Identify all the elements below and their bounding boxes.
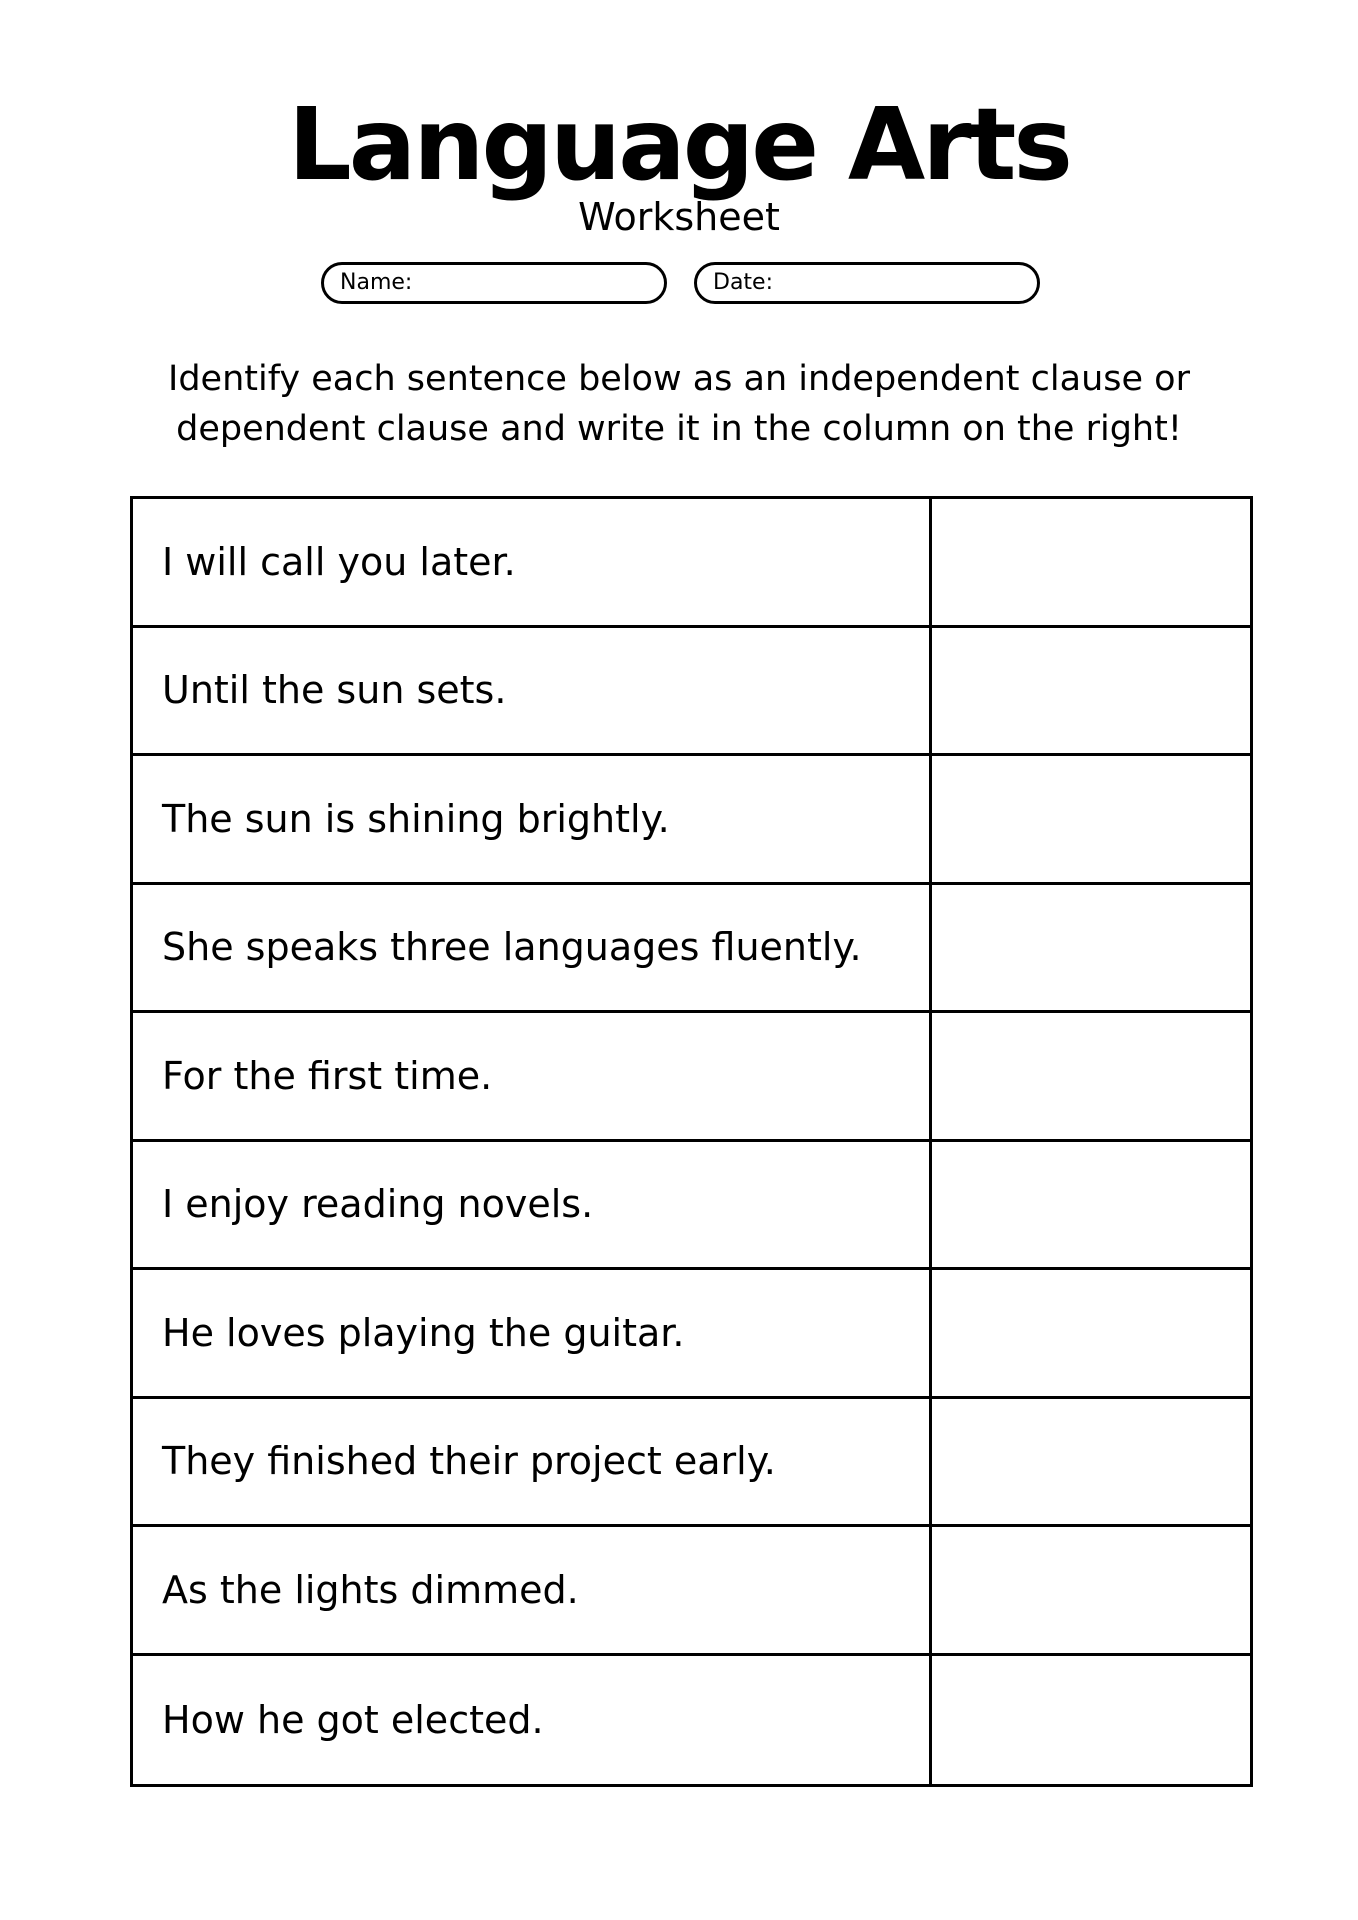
- answer-cell[interactable]: [932, 1527, 1250, 1653]
- answer-cell[interactable]: [932, 1270, 1250, 1396]
- sentence-cell: She speaks three languages fluently.: [133, 885, 932, 1011]
- page-subtitle: Worksheet: [578, 195, 780, 239]
- page-title: Language Arts: [288, 86, 1070, 203]
- table-row: [133, 885, 1250, 1014]
- table-row: [133, 1142, 1250, 1271]
- answer-cell[interactable]: [932, 1656, 1250, 1785]
- sentence-cell: They finished their project early.: [133, 1399, 932, 1525]
- clause-table: [130, 496, 1253, 1787]
- answer-cell[interactable]: [932, 885, 1250, 1011]
- table-row: [133, 628, 1250, 757]
- sentence-cell: I enjoy reading novels.: [133, 1142, 932, 1268]
- sentence-cell: How he got elected.: [133, 1656, 932, 1785]
- date-field-label: Date:: [713, 270, 773, 295]
- name-field-label: Name:: [340, 270, 413, 295]
- sentence-cell: As the lights dimmed.: [133, 1527, 932, 1653]
- sentence-cell: I will call you later.: [133, 499, 932, 625]
- name-field[interactable]: [321, 262, 667, 304]
- table-row: [133, 1013, 1250, 1142]
- table-row: [133, 1270, 1250, 1399]
- instructions-text: Identify each sentence below as an independent clause or dependent clause and write it in the column on the right!: [168, 359, 1190, 449]
- table-row: [133, 1656, 1250, 1785]
- sentence-cell: Until the sun sets.: [133, 628, 932, 754]
- answer-cell[interactable]: [932, 756, 1250, 882]
- sentence-cell: The sun is shining brightly.: [133, 756, 932, 882]
- table-row: [133, 499, 1250, 628]
- answer-cell[interactable]: [932, 1013, 1250, 1139]
- answer-cell[interactable]: [932, 628, 1250, 754]
- answer-cell[interactable]: [932, 499, 1250, 625]
- sentence-cell: For the first time.: [133, 1013, 932, 1139]
- answer-cell[interactable]: [932, 1142, 1250, 1268]
- table-row: [133, 1527, 1250, 1656]
- date-field[interactable]: [694, 262, 1040, 304]
- answer-cell[interactable]: [932, 1399, 1250, 1525]
- sentence-cell: He loves playing the guitar.: [133, 1270, 932, 1396]
- table-row: [133, 1399, 1250, 1528]
- table-row: [133, 756, 1250, 885]
